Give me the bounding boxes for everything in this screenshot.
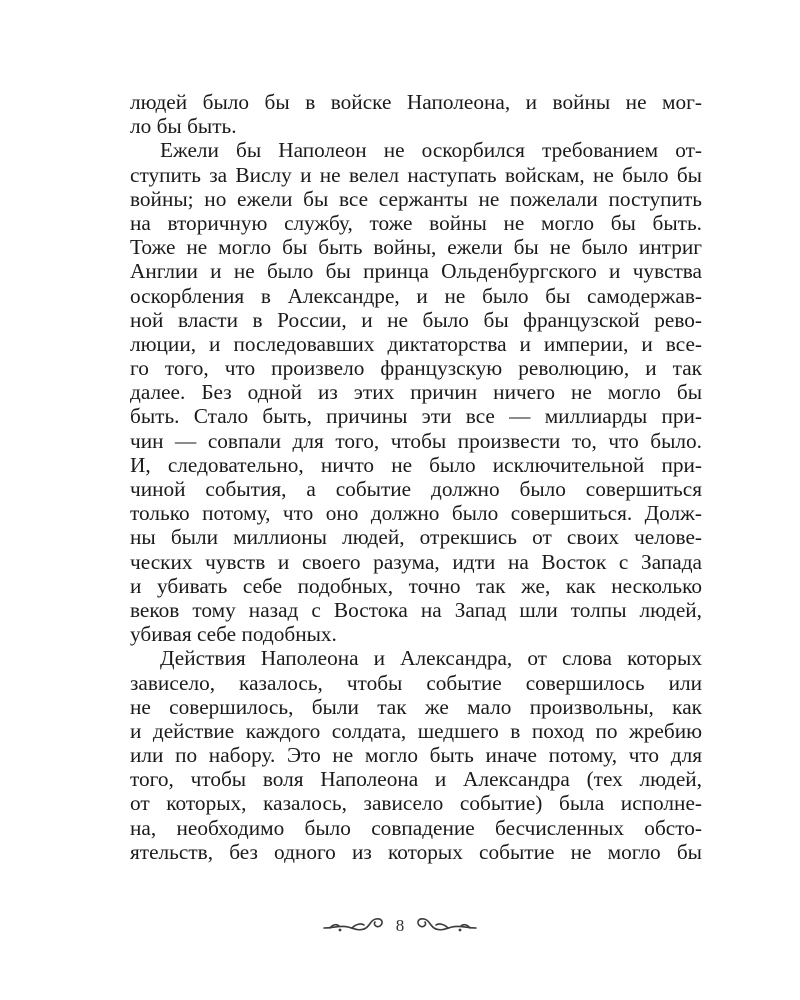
text-line: и действие каждого солдата, шедшего в поход по жребию [130,718,702,743]
page-number: 8 [395,915,405,935]
text-line: войны; но ежели бы все сержанты не пожелали поступить [130,186,702,211]
text-line: от которых, казалось, зависело событие) была исполне- [130,791,702,816]
text-line: ятельств, без одного из которых событие не могло бы [130,839,702,864]
text-line: И, следовательно, ничто не было исключительной при- [130,452,702,477]
text-line: людей было бы в войске Наполеона, и войны не мог- [130,90,702,114]
text-line: го того, что произвело французскую революцию, и так [130,356,702,381]
text-line: чин — совпали для того, чтобы произвести то, что было. [130,428,702,453]
text-line: Ежели бы Наполеон не оскорбился требованием от- [160,138,702,163]
left-flourish-icon [322,913,386,937]
right-flourish-icon [414,913,478,937]
text-line: Тоже не могло бы быть войны, ежели бы не было интриг [130,235,702,260]
text-line: быть. Стало быть, причины эти все — миллиарды при- [130,404,702,429]
text-line: убивая себе подобных. [130,622,337,647]
body-text [130,90,702,864]
text-line: ческих чувств и своего разума, идти на Восток с Запада [130,549,702,574]
text-line: или по набору. Это не могло быть иначе потому, что для [130,743,702,768]
text-line: чиной события, а событие должно было совершиться [130,477,702,501]
text-line: на вторичную службу, тоже войны не могло бы быть. [130,210,702,235]
text-line: люции, и последовавших диктаторства и империи, и все- [130,331,702,356]
text-line: зависело, казалось, чтобы событие совершилось или [130,670,702,695]
text-line: того, чтобы воля Наполеона и Александра (тех людей, [130,767,702,792]
text-line: далее. Без одной из этих причин ничего не могло бы [130,380,702,405]
text-line: оскорбления в Александре, и не было бы самодержав- [130,283,702,308]
text-line: ступить за Вислу и не велел наступать войскам, не было бы [130,162,702,187]
text-line: Англии и не было бы принца Ольденбургского и чувства [130,259,702,284]
text-line: ной власти в России, и не было бы французской рево- [130,307,702,332]
text-line: веков тому назад с Востока на Запад шли толпы людей, [130,597,702,622]
text-line: только потому, что оно должно было совершиться. Долж- [130,501,702,526]
text-line: не совершилось, были так же мало произвольны, как [130,694,702,719]
text-line: и убивать себе подобных, точно так же, как несколько [130,573,702,598]
text-line: Действия Наполеона и Александра, от слова которых [160,646,702,671]
page-footer [0,905,800,945]
text-line: ны были миллионы людей, отрекшись от своих челове- [130,525,702,550]
text-line: ло бы быть. [130,114,237,139]
text-line: на, необходимо было совпадение бесчисленных обсто- [130,815,702,840]
